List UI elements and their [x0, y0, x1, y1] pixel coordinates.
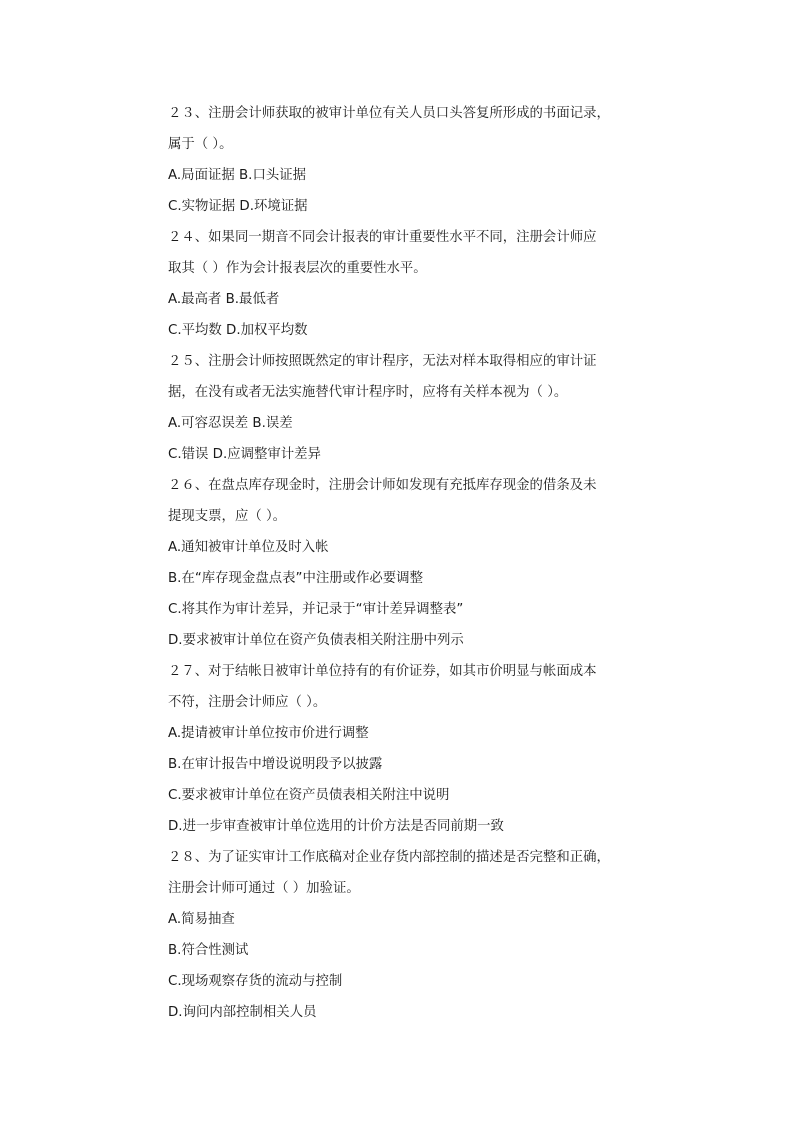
question-26-option-d: D.要求被审计单位在资产负债表相关附注册中列示 — [168, 633, 464, 648]
question-25-line-1: ２５、注册会计师按照既然定的审计程序，无法对样本取得相应的审计证 — [168, 354, 597, 369]
question-28-option-c: C.现场观察存货的流动与控制 — [168, 974, 343, 989]
question-25-line-2: 据，在没有或者无法实施替代审计程序时，应将有关样本视为（ ）。 — [168, 385, 568, 400]
question-23-line-2: 属于（ ）。 — [168, 137, 233, 152]
question-27-option-a: A.提请被审计单位按市价进行调整 — [168, 726, 369, 741]
question-25-options-ab: A.可容忍误差 B.误差 — [168, 416, 293, 431]
question-24-line-2: 取其（ ）作为会计报表层次的重要性水平。 — [168, 261, 427, 276]
question-26-option-c: C.将其作为审计差异，并记录于“审计差异调整表” — [168, 602, 464, 617]
question-24-line-1: ２４、如果同一期音不同会计报表的审计重要性水平不同，注册会计师应 — [168, 230, 597, 245]
question-28-option-a: A.简易抽查 — [168, 912, 235, 927]
question-25-options-cd: C.错误 D.应调整审计差异 — [168, 447, 321, 462]
question-23-options-cd: C.实物证据 D.环境证据 — [168, 199, 308, 214]
question-28-line-2: 注册会计师可通过（ ）加验证。 — [168, 881, 360, 896]
question-27-option-b: B.在审计报告中增设说明段予以披露 — [168, 757, 383, 772]
question-23-options-ab: A.局面证据 B.口头证据 — [168, 168, 307, 183]
question-24-options-cd: C.平均数 D.加权平均数 — [168, 323, 308, 338]
document-body — [168, 98, 638, 1028]
question-26-line-1: ２６、在盘点库存现金时，注册会计师如发现有充抵库存现金的借条及未 — [168, 478, 597, 493]
question-26-option-b: B.在“库存现金盘点表”中注册或作必要调整 — [168, 571, 423, 586]
question-28-line-1: ２８、为了证实审计工作底稿对企业存货内部控制的描述是否完整和正确， — [168, 850, 610, 865]
question-28-option-b: B.符合性测试 — [168, 943, 249, 958]
question-23-line-1: ２３、注册会计师获取的被审计单位有关人员口头答复所形成的书面记录， — [168, 106, 610, 121]
question-27-line-2: 不符，注册会计师应（ ）。 — [168, 695, 327, 710]
question-27-line-1: ２７、对于结帐日被审计单位持有的有价证券，如其市价明显与帐面成本 — [168, 664, 597, 679]
question-24-options-ab: A.最高者 B.最低者 — [168, 292, 280, 307]
question-26-option-a: A.通知被审计单位及时入帐 — [168, 540, 329, 555]
question-26-line-2: 提现支票，应（ ）。 — [168, 509, 287, 524]
question-27-option-d: D.进一步审查被审计单位选用的计价方法是否同前期一致 — [168, 819, 504, 834]
question-28-option-d: D.询问内部控制相关人员 — [168, 1005, 317, 1020]
question-27-option-c: C.要求被审计单位在资产员债表相关附注中说明 — [168, 788, 450, 803]
